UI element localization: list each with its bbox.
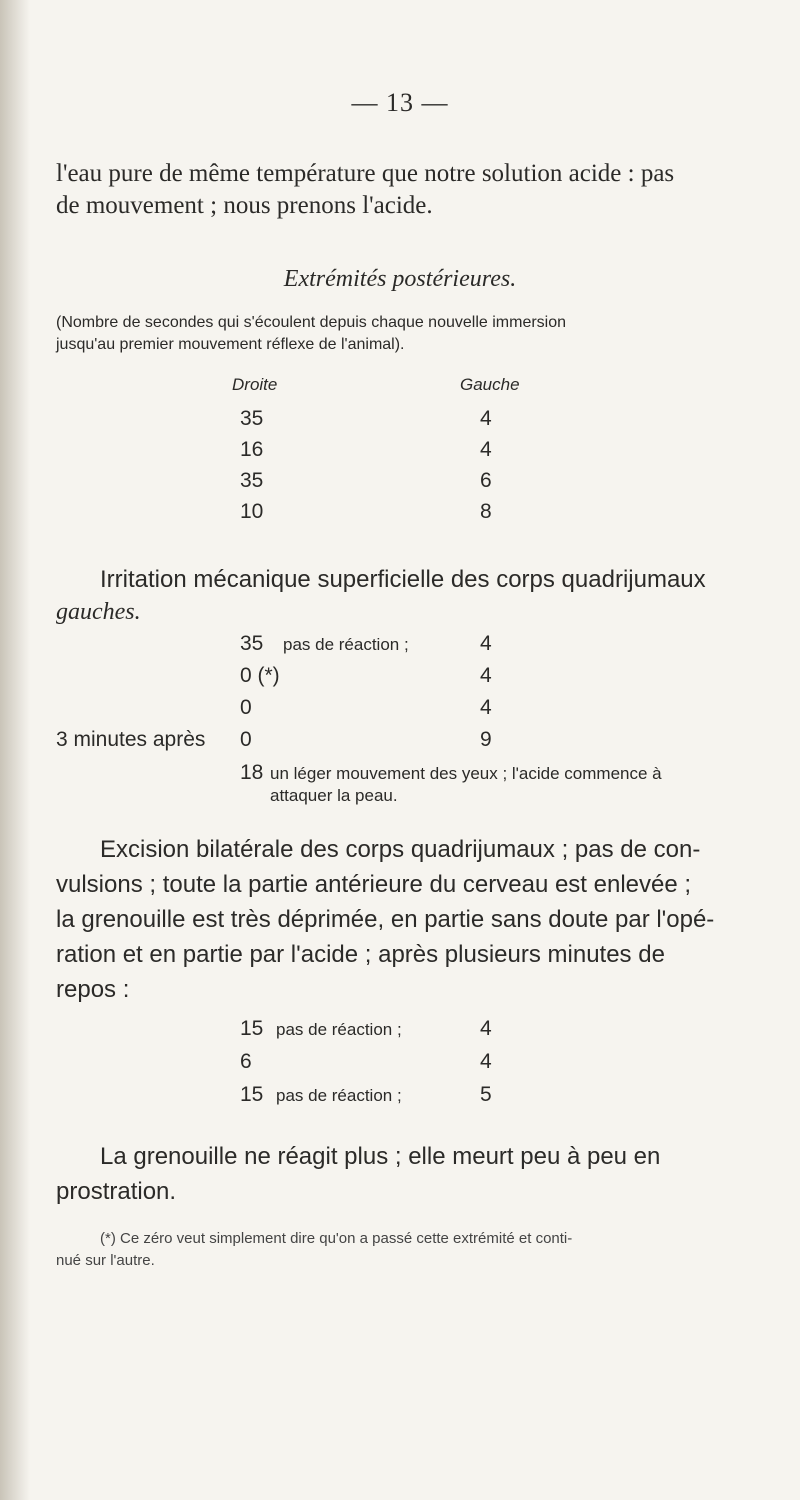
table-cell-note: pas de réaction ;	[283, 635, 409, 654]
excision-line: Excision bilatérale des corps quadrijumaux ; pas de con-	[100, 836, 701, 863]
table-cell-droite: 35	[240, 469, 264, 492]
intro-line: l'eau pure de même température que notre solution acide : pas	[56, 160, 675, 187]
table-cell-gauche: 4	[480, 407, 492, 430]
excision-line: la grenouille est très déprimée, en partie sans doute par l'opé-	[56, 906, 715, 933]
table-cell-droite: 35	[240, 407, 264, 430]
excision-paragraph	[56, 832, 746, 1007]
table-cell-droite: 6	[240, 1050, 252, 1073]
table-cell-droite: 15	[240, 1083, 264, 1106]
excision-line: vulsions ; toute la partie antérieure du cerveau est enlevée ;	[56, 871, 692, 898]
note-line: (Nombre de secondes qui s'écoulent depuis chaque nouvelle immersion	[56, 314, 567, 331]
column-header-droite: Droite	[232, 375, 278, 394]
irritation-line: gauches.	[56, 599, 141, 625]
footnote-line: nué sur l'autre.	[56, 1252, 155, 1269]
table-cell-droite: 18	[240, 761, 264, 784]
table-cell-gauche: 9	[480, 728, 492, 751]
conclusion-paragraph	[56, 1139, 746, 1209]
table-cell-gauche: 4	[480, 664, 492, 687]
table-cell-gauche: 4	[480, 438, 492, 461]
table-cell-note: attaquer la peau.	[270, 786, 398, 805]
table-cell-note: un léger mouvement des yeux ; l'acide commence à	[270, 764, 662, 783]
intro-line: de mouvement ; nous prenons l'acide.	[56, 192, 433, 219]
footnote-line: (*) Ce zéro veut simplement dire qu'on a passé cette extrémité et conti-	[100, 1230, 573, 1247]
table-cell-gauche: 4	[480, 632, 492, 655]
table-cell-gauche: 4	[480, 1050, 492, 1073]
footnote	[56, 1228, 746, 1272]
irritation-paragraph	[56, 563, 746, 629]
note-line: jusqu'au premier mouvement réflexe de l'animal).	[56, 336, 405, 353]
measurement-note	[56, 312, 746, 356]
section-heading: Extrémités postérieures.	[283, 266, 517, 292]
table-cell-droite: 10	[240, 500, 264, 523]
intro-paragraph	[56, 158, 746, 222]
conclusion-line: prostration.	[56, 1178, 177, 1205]
table-cell-gauche: 4	[480, 1017, 492, 1040]
table-cell-droite: 16	[240, 438, 264, 461]
page-number: — 13 —	[351, 88, 449, 117]
table-row-prefix: 3 minutes après	[56, 728, 206, 751]
table-cell-gauche: 8	[480, 500, 492, 523]
table-cell-droite: 0 (*)	[240, 664, 280, 687]
table-cell-note: pas de réaction ;	[276, 1086, 402, 1105]
table-cell-droite: 15	[240, 1017, 264, 1040]
table-cell-note: pas de réaction ;	[276, 1020, 402, 1039]
table-cell-droite: 35	[240, 632, 264, 655]
excision-line: repos :	[56, 976, 130, 1003]
irritation-line: Irritation mécanique superficielle des corps quadrijumaux	[100, 566, 706, 593]
column-header-gauche: Gauche	[460, 375, 520, 394]
page-edge-shadow	[0, 0, 30, 1500]
table-cell-gauche: 4	[480, 696, 492, 719]
excision-line: ration et en partie par l'acide ; après plusieurs minutes de	[56, 941, 665, 968]
table-cell-gauche: 6	[480, 469, 492, 492]
conclusion-line: La grenouille ne réagit plus ; elle meurt peu à peu en	[100, 1143, 661, 1170]
table-cell-gauche: 5	[480, 1083, 492, 1106]
table-cell-droite: 0	[240, 696, 252, 719]
table-cell-droite: 0	[240, 728, 252, 751]
